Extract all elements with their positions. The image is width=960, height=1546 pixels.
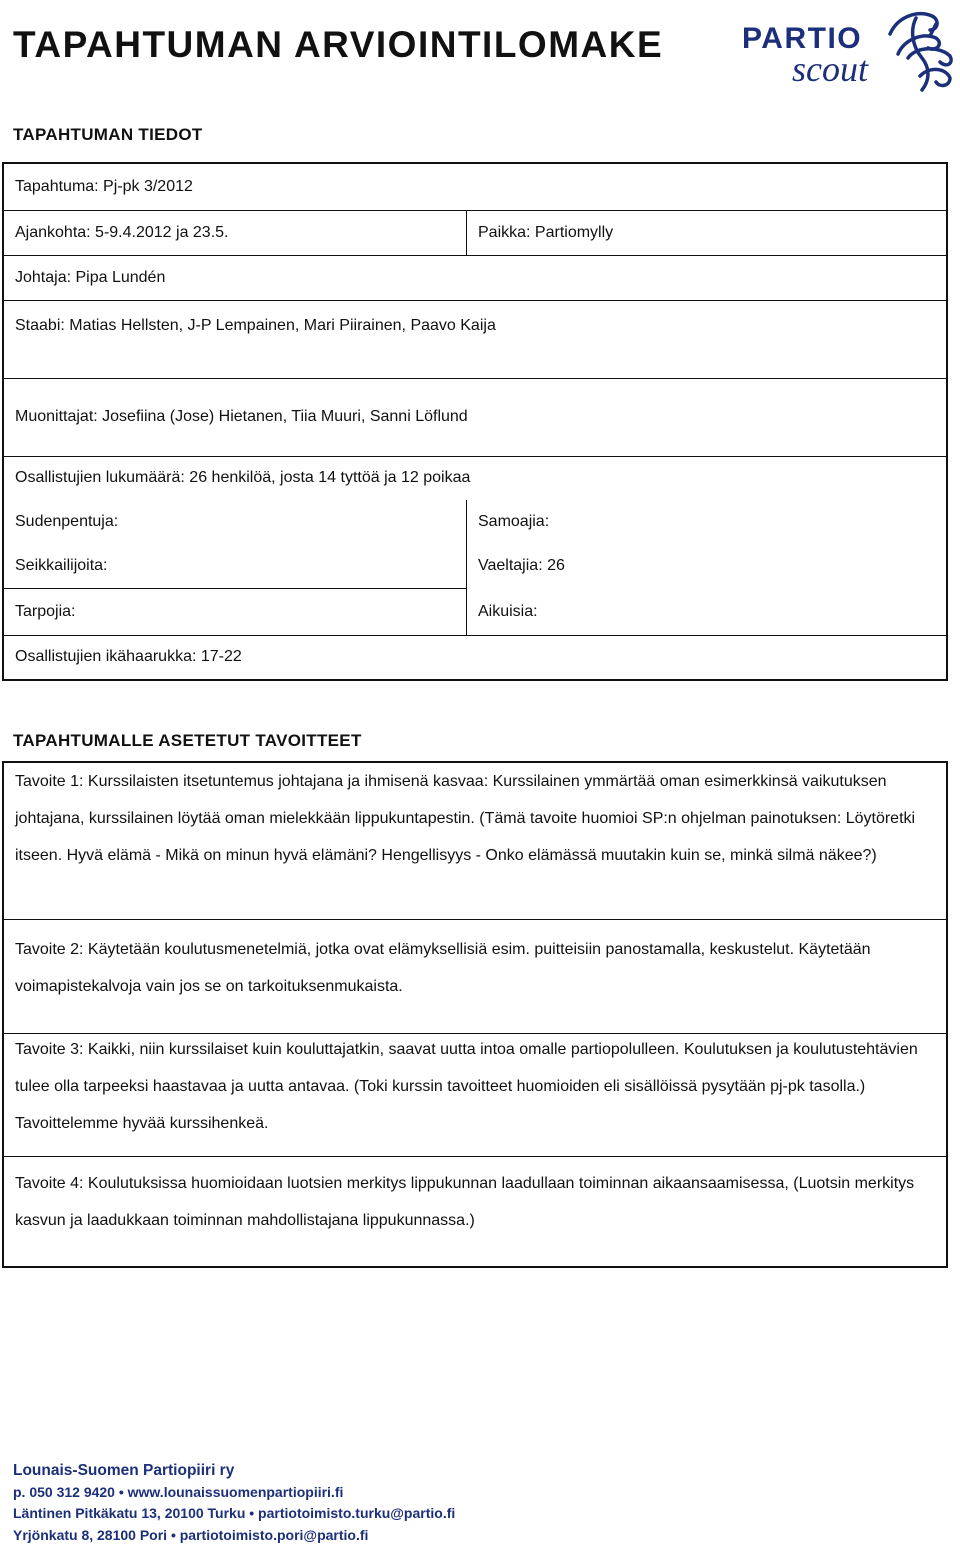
adventurers-field: Seikkailijoita: [4,544,466,588]
goal-item-2: Tavoite 2: Käytetään koulutusmenetelmiä, jotka ovat elämyksellisiä esim. puitteisiin panostamalla, keskustelut. Käytetään voimapistekalvoja vain jos se on tarkoituksenmukaista. [4,931,946,1025]
partio-scout-logo [740,6,956,92]
event-info-table [2,162,948,681]
goal-item-3: Tavoite 3: Kaikki, niin kurssilaiset kuin kouluttajatkin, saavat uutta intoa omalle partiopolulleen. Koulutuksen ja koulutustehtävien tulee olla tarpeeksi haastavaa ja uutta antavaa. (Toki kurssin tavoitteet huomioiden eli sisällöissä pysytään pj-pk tasolla.) Tavoittelemme hyvää kurssihenkeä. [4,1031,946,1147]
caterers-field: Muonittajat: Josefiina (Jose) Hietanen, Tiia Muuri, Sanni Löflund [4,378,946,456]
goal-item-1: Tavoite 1: Kurssilaisten itsetuntemus johtajana ja ihmisenä kasvaa: Kurssilainen ymmärtää oman esimerkkinsä vaikutuksen johtajana, kurssilainen löytää oman mielekkään lippukuntapestin. (Tämä tavoite huomioi SP:n ohjelman painotuksen: Löytöretki itseen. Hyvä elämä - Mikä on minun hyvä elämäni? Hengellisyys - Onko elämässä muutakin kuin se, minkä silmä näkee?) [4,763,946,919]
event-field: Tapahtuma: Pj-pk 3/2012 [4,164,946,210]
footer-turku-address: Läntinen Pitkäkatu 13, 20100 Turku • partiotoimisto.turku@partio.fi [13,1503,455,1525]
leader-field: Johtaja: Pipa Lundén [4,255,946,300]
goals-table [2,761,948,1268]
event-info-heading: TAPAHTUMAN TIEDOT [13,125,203,145]
logo-text-top: PARTIO [742,22,862,55]
adults-field: Aikuisia: [467,588,946,635]
staff-field: Staabi: Matias Hellsten, J-P Lempainen, Mari Piirainen, Paavo Kaija [4,300,946,356]
goals-heading: TAPAHTUMALLE ASETETUT TAVOITTEET [13,731,362,751]
participant-count-field: Osallistujien lukumäärä: 26 henkilöä, josta 14 tyttöä ja 12 poikaa [4,456,946,499]
footer-org-name: Lounais-Suomen Partiopiiri ry [13,1460,455,1482]
scouts-field: Samoajia: [467,500,946,544]
goal-item-4: Tavoite 4: Koulutuksissa huomioidaan luotsien merkitys lippukunnan laadullaan toiminnan aikaansaamisessa, (Luotsin merkitys kasvun ja laadukkaan toiminnan mahdollistajana lippukunnassa.) [4,1165,946,1245]
fleur-de-lis-icon [890,14,951,90]
date-field: Ajankohta: 5-9.4.2012 ja 23.5. [4,210,466,255]
footer-contact-line: p. 050 312 9420 • www.lounaissuomenpartiopiiri.fi [13,1482,455,1504]
trackers-field: Tarpojia: [4,588,466,635]
place-field: Paikka: Partiomylly [467,210,946,255]
logo-text-bottom: scout [792,49,869,89]
footer-pori-address: Yrjönkatu 8, 28100 Pori • partiotoimisto.pori@partio.fi [13,1525,455,1546]
rovers-field: Vaeltajia: 26 [467,544,946,588]
age-range-field: Osallistujien ikähaarukka: 17-22 [4,635,946,679]
footer [13,1460,455,1546]
page-title: TAPAHTUMAN ARVIOINTILOMAKE [13,24,663,66]
cubs-field: Sudenpentuja: [4,500,466,544]
